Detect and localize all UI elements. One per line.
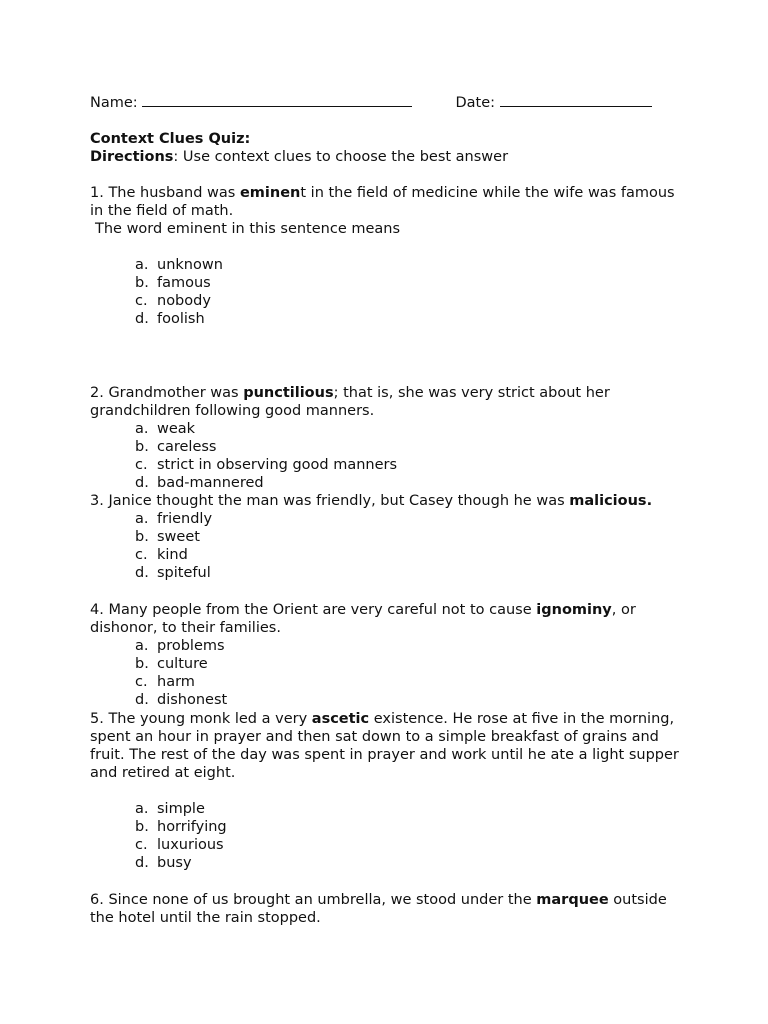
options-list bbox=[90, 637, 690, 709]
option-c[interactable]: c. luxurious bbox=[135, 837, 224, 853]
option-d[interactable]: d. bad-mannered bbox=[135, 475, 264, 491]
options-list bbox=[90, 420, 690, 492]
option-b[interactable]: b. horrifying bbox=[135, 819, 227, 835]
question-stem: 3. Janice thought the man was friendly, but Casey though he was malicious. bbox=[90, 493, 653, 509]
name-blank[interactable] bbox=[142, 92, 412, 107]
option-b[interactable]: b. culture bbox=[135, 656, 208, 672]
question-stem: 1. The husband was eminent in the field of medicine while the wife was famous in the field of math. bbox=[90, 185, 675, 219]
option-c[interactable]: c. strict in observing good manners bbox=[135, 457, 398, 473]
directions: Directions: Use context clues to choose the best answer bbox=[90, 149, 509, 165]
option-c[interactable]: c. nobody bbox=[135, 293, 211, 309]
option-d[interactable]: d. busy bbox=[135, 855, 192, 871]
option-c[interactable]: c. harm bbox=[135, 674, 195, 690]
header-line bbox=[90, 92, 652, 112]
question-5 bbox=[90, 710, 690, 872]
question-6 bbox=[90, 891, 690, 927]
option-d[interactable]: d. dishonest bbox=[135, 692, 228, 708]
date-label: Date: bbox=[455, 95, 496, 111]
quiz-title: Context Clues Quiz: bbox=[90, 131, 251, 147]
question-stem: 5. The young monk led a very ascetic existence. He rose at five in the morning, spent an hour in prayer and then sat down to a simple breakfast of grains and fruit. The rest of the day was spent in prayer and work until he ate a light supper and retired at eight. bbox=[90, 711, 679, 781]
title-block bbox=[90, 130, 508, 166]
name-label: Name: bbox=[90, 95, 138, 111]
option-b[interactable]: b. careless bbox=[135, 439, 217, 455]
option-a[interactable]: a. problems bbox=[135, 638, 225, 654]
options-list bbox=[90, 510, 690, 582]
question-4 bbox=[90, 601, 690, 709]
option-a[interactable]: a. simple bbox=[135, 801, 205, 817]
question-1 bbox=[90, 184, 690, 328]
question-stem: 4. Many people from the Orient are very careful not to cause ignominy, or dishonor, to their families. bbox=[90, 602, 636, 636]
options-list bbox=[90, 256, 690, 328]
question-2 bbox=[90, 384, 690, 492]
option-c[interactable]: c. kind bbox=[135, 547, 188, 563]
option-d[interactable]: d. foolish bbox=[135, 311, 205, 327]
option-a[interactable]: a. weak bbox=[135, 421, 196, 437]
question-stem: 2. Grandmother was punctilious; that is, she was very strict about her grandchildren following good manners. bbox=[90, 385, 610, 419]
option-d[interactable]: d. spiteful bbox=[135, 565, 211, 581]
date-blank[interactable] bbox=[500, 92, 652, 107]
options-list bbox=[90, 800, 690, 872]
question-3 bbox=[90, 492, 690, 582]
option-a[interactable]: a. friendly bbox=[135, 511, 213, 527]
option-b[interactable]: b. famous bbox=[135, 275, 211, 291]
question-stem: 6. Since none of us brought an umbrella, we stood under the marquee outside the hotel until the rain stopped. bbox=[90, 892, 667, 926]
option-b[interactable]: b. sweet bbox=[135, 529, 200, 545]
question-prompt: The word eminent in this sentence means bbox=[95, 221, 401, 237]
option-a[interactable]: a. unknown bbox=[135, 257, 223, 273]
